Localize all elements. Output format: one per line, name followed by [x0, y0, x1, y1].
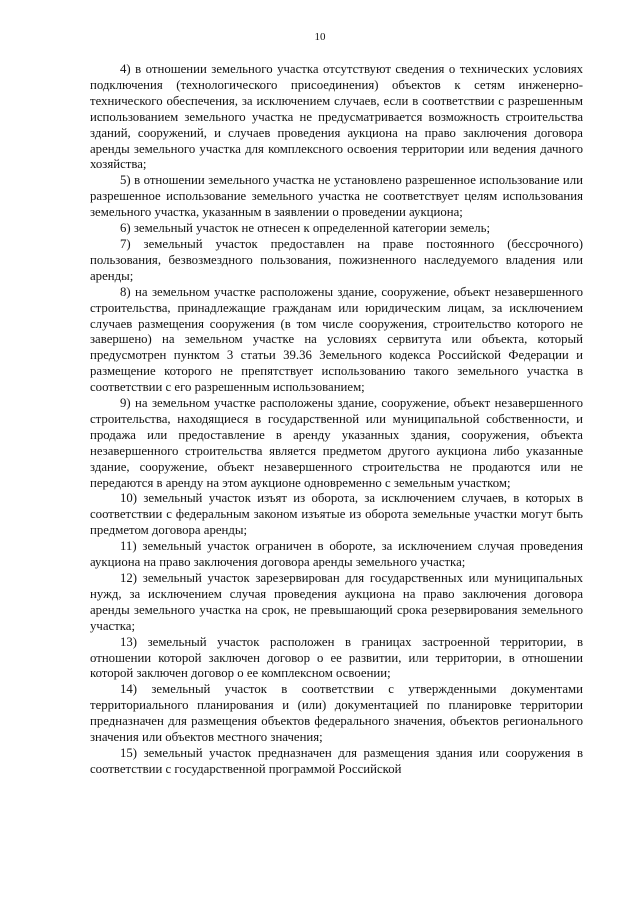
paragraph-item-10: 10) земельный участок изъят из оборота, за исключением случаев, в которых в соответствии с федеральным законом изъятые из оборота земельные участки могут быть предметом договора аренды;: [90, 491, 583, 538]
document-body: [90, 62, 583, 778]
paragraph-item-15: 15) земельный участок предназначен для размещения здания или сооружения в соответствии с государственной программой Российской: [90, 745, 583, 776]
paragraph-item-5: 5) в отношении земельного участка не установлено разрешенное использование или разрешенное использование земельного участка не соответствует целям использования земельного участка, указанным в заявлении о проведении аукциона;: [90, 173, 583, 220]
paragraph-item-9: 9) на земельном участке расположены здание, сооружение, объект незавершенного строительства, находящиеся в государственной или муниципальной собственности, и продажа или предоставление в аренду указанных здания, сооружения, объекта незавершенного строительства является предметом другого аукциона либо указанные здание, сооружение, объект незавершенного строительства не продаются или не передаются в аренду на этом аукционе одновременно с земельным участком;: [90, 396, 583, 490]
paragraph-item-4: 4) в отношении земельного участка отсутствуют сведения о технических условиях подключения (технологического присоединения) объектов к сетям инженерно-технического обеспечения, за исключением случаев, если в соответствии с разрешенным использованием земельного участка не предусматривается возможность строительства зданий, сооружений, и случаев проведения аукциона на право заключения договора аренды земельного участка для комплексного освоения территории или ведения дачного хозяйства;: [90, 62, 583, 172]
paragraph-item-11: 11) земельный участок ограничен в обороте, за исключением случая проведения аукциона на право заключения договора аренды земельного участка;: [90, 539, 583, 570]
paragraph-item-13: 13) земельный участок расположен в границах застроенной территории, в отношении которой заключен договор о ее развитии, или территории, в отношении которой заключен договор о ее комплексном освоении;: [90, 634, 583, 681]
paragraph-item-6: 6) земельный участок не отнесен к определенной категории земель;: [120, 221, 491, 236]
page-number: 10: [314, 31, 326, 43]
paragraph-item-8: 8) на земельном участке расположены здание, сооружение, объект незавершенного строительства, принадлежащие гражданам или юридическим лицам, за исключением случаев размещения сооружения (в том числе сооружения, строительство которого не завершено) на земельном участке на условиях сервитута или объекта, который предусмотрен пунктом 3 статьи 39.36 Земельного кодекса Российской Федерации и размещение которого не препятствует использованию такого земельного участка в соответствии с его разрешенным использованием;: [90, 284, 583, 395]
paragraph-item-12: 12) земельный участок зарезервирован для государственных или муниципальных нужд, за исключением случая проведения аукциона на право заключения договора аренды земельного участка на срок, не превышающий срока резервирования земельного участка;: [90, 571, 583, 633]
paragraph-item-7: 7) земельный участок предоставлен на праве постоянного (бессрочного) пользования, безвозмездного пользования, пожизненного наследуемого владения или аренды;: [90, 236, 583, 283]
paragraph-item-14: 14) земельный участок в соответствии с утвержденными документами территориального планирования и (или) документацией по планировке территории предназначен для размещения объектов федерального значения, объектов регионального значения или объектов местного значения;: [90, 682, 583, 745]
